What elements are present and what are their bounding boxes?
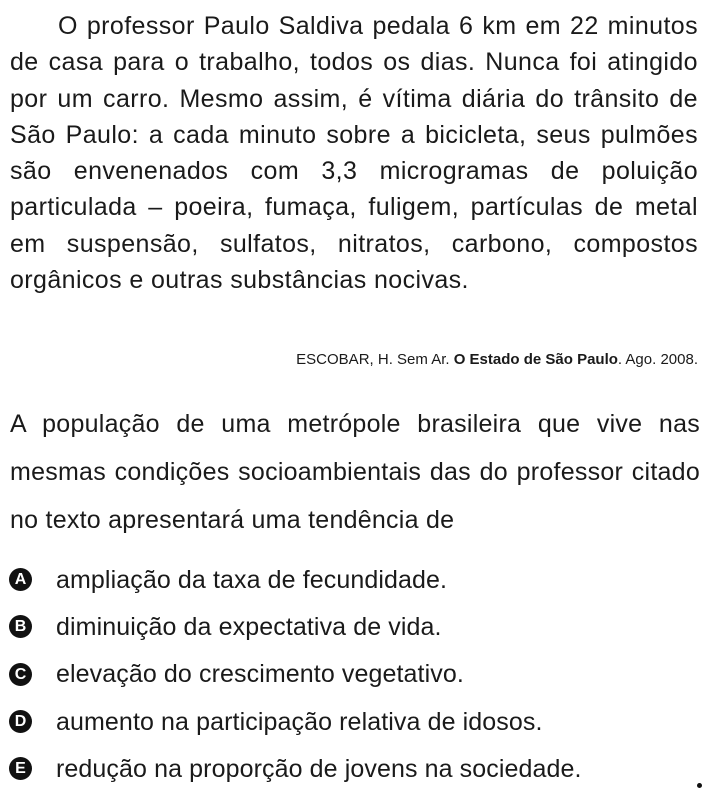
option-e-letter-icon: E bbox=[9, 757, 32, 780]
option-d[interactable] bbox=[9, 698, 699, 745]
option-d-text: aumento na participação relativa de idosos. bbox=[56, 707, 543, 736]
citation-prefix: ESCOBAR, H. Sem Ar. bbox=[296, 351, 454, 368]
option-c-letter-icon: C bbox=[9, 663, 32, 686]
option-c-text: elevação do crescimento vegetativo. bbox=[56, 660, 464, 689]
option-d-letter-icon: D bbox=[9, 710, 32, 733]
option-a[interactable] bbox=[9, 556, 699, 603]
option-b-text: diminuição da expectativa de vida. bbox=[56, 612, 442, 641]
citation-source: O Estado de São Paulo bbox=[453, 351, 618, 368]
option-a-text: ampliação da taxa de fecundidade. bbox=[56, 565, 448, 594]
citation bbox=[296, 350, 698, 370]
option-e-text: redução na proporção de jovens na sociedade. bbox=[56, 754, 582, 783]
question-text: A população de uma metrópole brasileira que vive nas mesmas condições socioambientais das do professor citado no texto apresentará uma tendência de bbox=[10, 410, 700, 534]
option-b-letter-icon: B bbox=[9, 615, 32, 638]
passage-text: O professor Paulo Saldiva pedala 6 km em 22 minutos de casa para o trabalho, todos os dias. Nunca foi atingido por um carro. Mesmo assim, é vítima diária do trânsito de São Paulo: a cada minuto sobre a bicicleta, seus pulmões são envenenados com 3,3 microgramas de poluição particulada – poeira, fumaça, fuligem, partículas de metal em suspensão, sulfatos, nitratos, carbono, compostos orgânicos e outras substâncias nocivas. bbox=[10, 12, 698, 295]
corner-dot-icon bbox=[697, 783, 702, 788]
option-c[interactable] bbox=[9, 651, 699, 698]
option-a-letter-icon: A bbox=[9, 568, 32, 591]
option-b[interactable] bbox=[9, 603, 699, 650]
answer-options bbox=[9, 556, 699, 792]
option-e[interactable] bbox=[9, 745, 699, 792]
citation-suffix: . Ago. 2008. bbox=[617, 351, 698, 368]
